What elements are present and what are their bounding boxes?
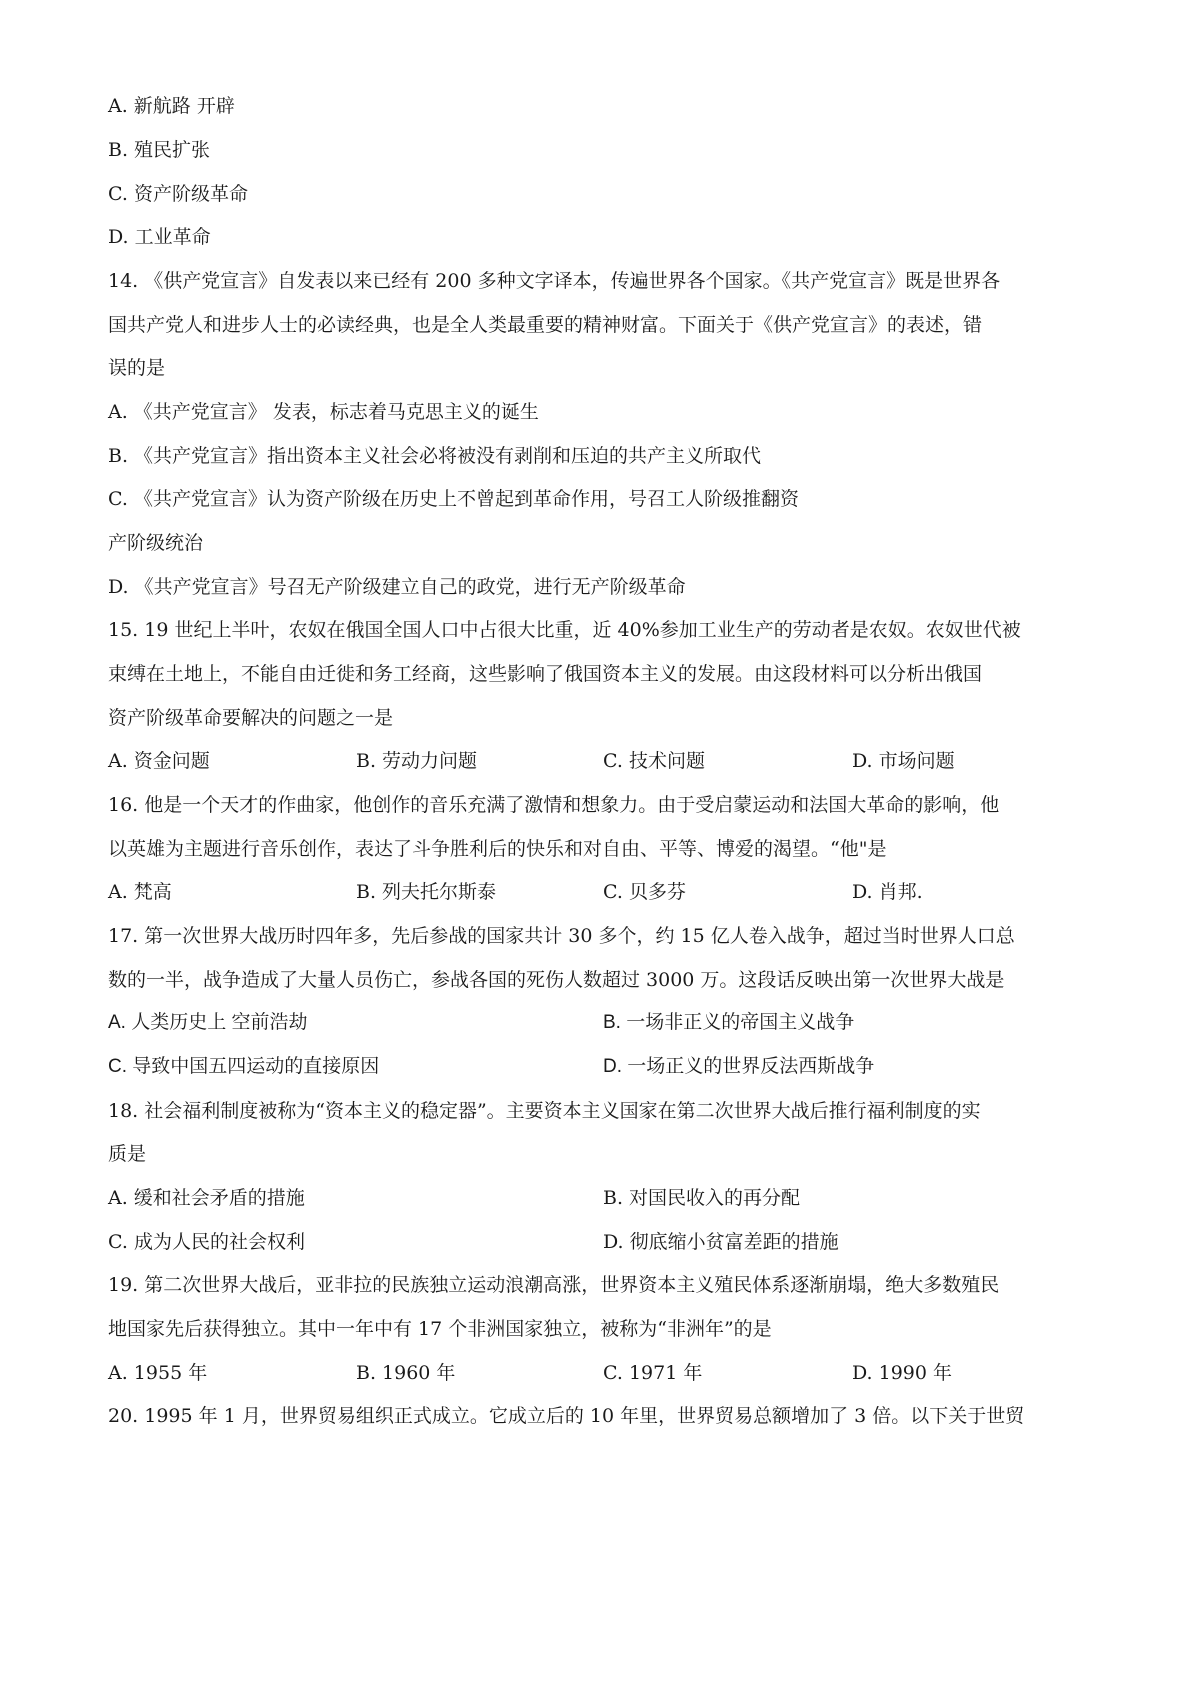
- q14-option-b: B. 《共产党宣言》指出资本主义社会必将被没有剥削和压迫的共产主义所取代: [108, 445, 762, 467]
- q16-stem-line2: 以英雄为主题进行音乐创作，表达了斗争胜利后的快乐和对自由、平等、博爱的渴望。“他"是: [108, 838, 887, 860]
- q15-stem-line3: 资产阶级革命要解决的问题之一是: [108, 707, 394, 729]
- q19-option-a: A. 1955 年: [108, 1362, 208, 1384]
- q15-stem-line2: 束缚在土地上，不能自由迁徙和务工经商，这些影响了俄国资本主义的发展。由这段材料可以分析出俄国: [108, 663, 983, 685]
- q18-options-row2: [108, 1229, 1108, 1255]
- q16-option-c: C. 贝多芬: [603, 881, 686, 903]
- q19-option-c: C. 1971 年: [603, 1362, 703, 1384]
- q18-option-b: B. 对国民收入的再分配: [603, 1187, 801, 1209]
- q18-option-c: C. 成为人民的社会权利: [108, 1231, 305, 1253]
- q19-option-b: B. 1960 年: [356, 1362, 456, 1384]
- q14-option-c-line1: C. 《共产党宣言》认为资产阶级在历史上不曾起到革命作用，号召工人阶级推翻资: [108, 488, 799, 510]
- q14-option-a: A. 《共产党宣言》 发表，标志着马克思主义的诞生: [108, 401, 539, 423]
- q16-option-d: D. 肖邦.: [852, 881, 923, 903]
- q14-stem-line3: 误的是: [108, 357, 166, 379]
- q15-option-c: C. 技术问题: [603, 750, 705, 772]
- q15-options-row: [108, 748, 1108, 774]
- q17-options-row1: [108, 1010, 1108, 1036]
- q15-option-a: A. 资金问题: [108, 750, 210, 772]
- q17-option-a: A. 人类历史上 空前浩劫: [108, 1012, 308, 1033]
- q13-option-c: C. 资产阶级革命: [108, 183, 248, 205]
- q19-option-d: D. 1990 年: [852, 1362, 953, 1384]
- q20-stem-line1: 20. 1995 年 1 月，世界贸易组织正式成立。它成立后的 10 年里，世界贸易总额增加了 3 倍。以下关于世贸: [108, 1405, 1025, 1427]
- q19-options-row: [108, 1360, 1108, 1386]
- q18-stem-line2: 质是: [108, 1143, 147, 1165]
- q17-option-d: D. 一场正义的世界反法西斯战争: [603, 1056, 875, 1077]
- q15-stem-line1: 15. 19 世纪上半叶，农奴在俄国全国人口中占很大比重，近 40%参加工业生产的劳动者是农奴。农奴世代被: [108, 619, 1021, 641]
- q17-stem-line2: 数的一半，战争造成了大量人员伤亡，参战各国的死伤人数超过 3000 万。这段话反映出第一次世界大战是: [108, 969, 1005, 991]
- q13-option-d: D. 工业革命: [108, 226, 211, 248]
- q18-options-row1: [108, 1185, 1108, 1211]
- q15-option-b: B. 劳动力问题: [356, 750, 478, 772]
- q18-option-d: D. 彻底缩小贫富差距的措施: [603, 1231, 839, 1253]
- q18-stem-line1: 18. 社会福利制度被称为“资本主义的稳定器”。主要资本主义国家在第二次世界大战后推行福利制度的实: [108, 1100, 981, 1122]
- q13-option-b: B. 殖民扩张: [108, 139, 211, 161]
- q16-options-row: [108, 879, 1108, 905]
- q16-stem-line1: 16. 他是一个天才的作曲家，他创作的音乐充满了激情和想象力。由于受启蒙运动和法国大革命的影响，他: [108, 794, 1000, 816]
- q16-option-a: A. 梵高: [108, 881, 172, 903]
- q18-option-a: A. 缓和社会矛盾的措施: [108, 1187, 305, 1209]
- q17-options-row2: [108, 1054, 1108, 1080]
- q14-stem-line2: 国共产党人和进步人士的必读经典，也是全人类最重要的精神财富。下面关于《供产党宣言》的表述，错: [108, 314, 983, 336]
- q13-option-a: A. 新航路 开辟: [108, 95, 235, 117]
- q17-option-c: C. 导致中国五四运动的直接原因: [108, 1056, 380, 1077]
- q14-option-d: D. 《共产党宣言》号召无产阶级建立自己的政党，进行无产阶级革命: [108, 576, 686, 598]
- q17-stem-line1: 17. 第一次世界大战历时四年多，先后参战的国家共计 30 多个，约 15 亿人卷入战争，超过当时世界人口总: [108, 925, 1015, 947]
- q17-option-b: B. 一场非正义的帝国主义战争: [603, 1012, 855, 1033]
- q19-stem-line2: 地国家先后获得独立。其中一年中有 17 个非洲国家独立，被称为“非洲年”的是: [108, 1318, 772, 1340]
- q16-option-b: B. 列夫托尔斯泰: [356, 881, 497, 903]
- q15-option-d: D. 市场问题: [852, 750, 955, 772]
- q14-option-c-line2: 产阶级统治: [108, 532, 204, 554]
- q19-stem-line1: 19. 第二次世界大战后，亚非拉的民族独立运动浪潮高涨，世界资本主义殖民体系逐渐崩塌，绝大多数殖民: [108, 1274, 1000, 1296]
- q14-stem-line1: 14. 《供产党宣言》自发表以来已经有 200 多种文字译本，传遍世界各个国家。《共产党宣言》既是世界各: [108, 270, 1001, 292]
